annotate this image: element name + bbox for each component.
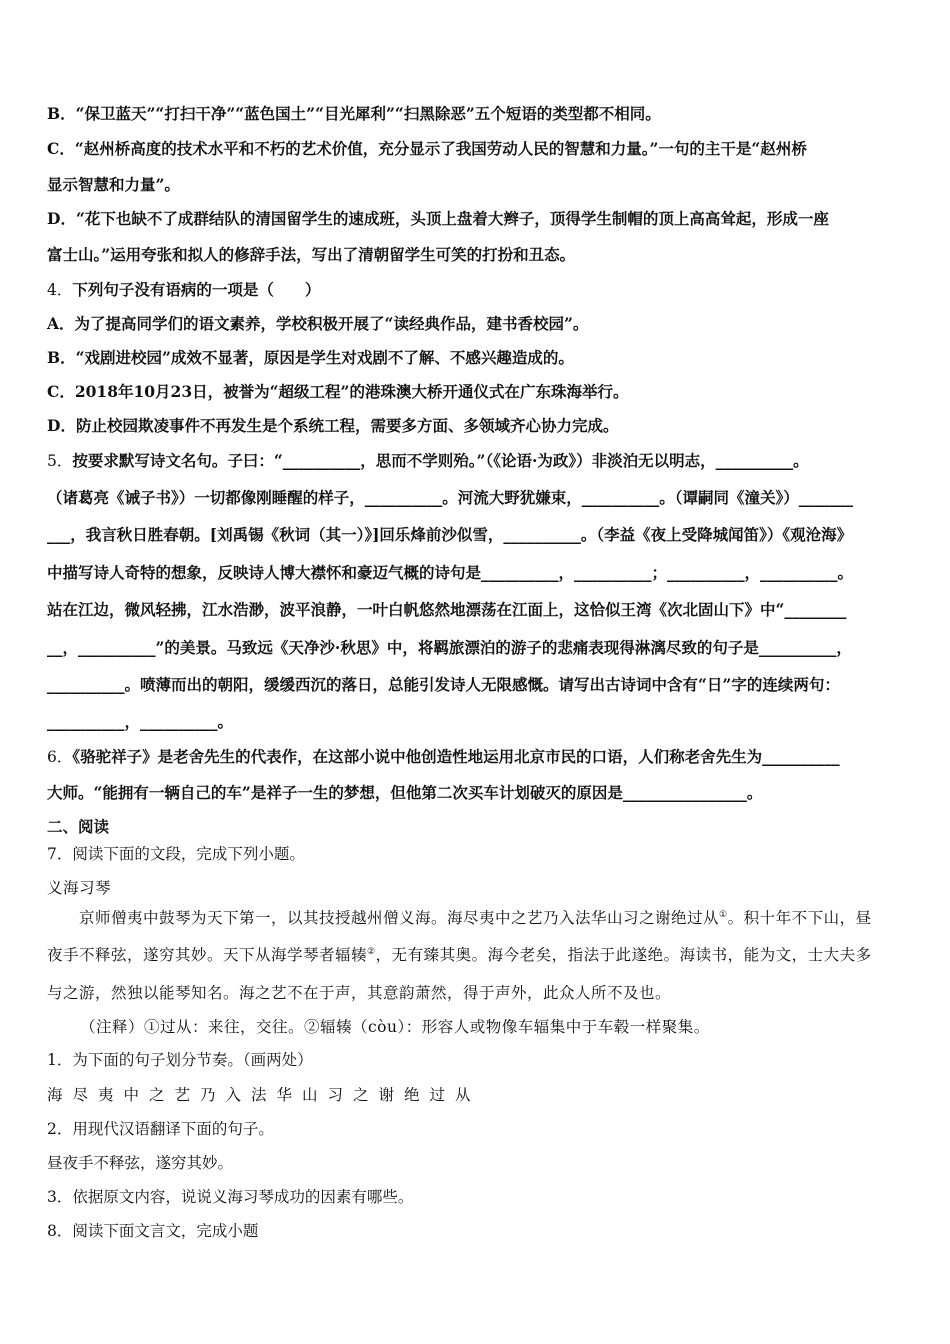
q5-line5: 站在江边，微风轻拂，江水浩渺，波平浪静，一叶白帆悠然地漂荡在江面上，这恰似王湾《次北固山下》中“________	[47, 600, 847, 619]
q5-line1	[47, 449, 809, 471]
q5-line2: （诸葛亮《诫子书》）一切都像刚睡醒的样子，__________。河流大野犹嫌束，__________。（谭嗣同《潼关》）_______	[47, 488, 854, 507]
q7-annotation: （注释）①过从：来往，交往。②辐辏（còu）：形容人或物像车辐集中于车毂一样聚集。	[80, 1018, 710, 1036]
q4-option-a: A．为了提高同学们的语文素养，学校积极开展了“读经典作品，建书香校园”。	[47, 314, 589, 333]
q4-number: 4．	[47, 281, 73, 299]
q4-option-d: D．防止校园欺凌事件不再发生是个系统工程，需要多方面、多领域齐心协力完成。	[47, 416, 619, 435]
q7-sub1-sentence: 海尽夷中之艺乃入法华山习之谢绝过从	[47, 1086, 481, 1104]
q4-stem	[47, 278, 320, 300]
q5-line7: __________。喷薄而出的朝阳，缓缓西沉的落日，总能引发诗人无限感慨。请写出古诗词中含有“日”字的连续两句：	[47, 675, 840, 694]
q7-passage-title: 义海习琴	[47, 879, 112, 897]
q7-sub3-stem: 3．依据原文内容，说说义海习琴成功的因素有哪些。	[47, 1188, 414, 1206]
q5-line8: __________，__________。	[47, 712, 234, 731]
q7-passage-line3: 与之游，然独以能琴知名。海之艺不在于声，其意韵萧然，得于声外，此众人所不及也。	[47, 984, 672, 1002]
q5-line6: __，__________”的美景。马致远《天净沙·秋思》中，将羁旅漂泊的游子的悲痛表现得淋漓尽致的句子是__________，	[47, 638, 852, 657]
q5-line4: 中描写诗人奇特的想象，反映诗人博大襟怀和豪迈气概的诗句是__________，__________；__________，__________。	[47, 563, 854, 582]
q4-stem-text: 下列句子没有语病的一项是（ ）	[72, 280, 321, 299]
q7-passage-line2-a: 夜手不释弦，遂穷其妙。天下从海学琴者辐辏	[47, 946, 368, 964]
q5-line1-text: 按要求默写诗文名句。子曰：“__________，思而不学则殆。”（《论语·为政》）非淡泊无以明志，__________。	[72, 451, 809, 470]
q6-line1	[47, 745, 840, 767]
q7-sub2-stem: 2．用现代汉语翻译下面的句子。	[47, 1120, 274, 1138]
q7-stem: 7．阅读下面的文段，完成下列小题。	[47, 845, 305, 863]
q6-number: 6．	[47, 748, 73, 766]
q7-passage-line1-b: 。积十年不下山，昼	[727, 909, 872, 927]
q7-sub1-stem: 1．为下面的句子划分节奏。（画两处）	[47, 1051, 313, 1069]
q5-number: 5．	[47, 452, 73, 470]
q4-option-b: B．“戏剧进校园”成效不显著，原因是学生对戏剧不了解、不感兴趣造成的。	[47, 348, 574, 367]
section-heading-reading: 二、阅读	[47, 817, 110, 836]
q7-passage-line2-b: ，无有臻其奥。海今老矣，指法于此遂绝。海读书，能为文，士大夫多	[375, 946, 872, 964]
q4-option-c: C．2018年10月23日，被誉为“超级工程”的港珠澳大桥开通仪式在广东珠海举行。	[47, 382, 629, 401]
q7-passage-line2	[47, 943, 872, 965]
q6-line2: 大师。“能拥有一辆自己的车”是祥子一生的梦想，但他第二次买车计划破灭的原因是________________。	[47, 783, 763, 802]
q8-stem: 8．阅读下面文言文，完成小题	[47, 1222, 259, 1240]
q3-option-c-line2: 显示智慧和力量”。	[47, 175, 180, 194]
q5-line3: ___，我言秋日胜春朝。[刘禹锡《秋词（其一）》]回乐烽前沙似雪，__________。（李益《夜上受降城闻笛》）《观沧海》	[47, 525, 853, 544]
q6-line1-text: 《骆驼祥子》是老舍先生的代表作，在这部小说中他创造性地运用北京市民的口语，人们称老舍先生为__________	[72, 747, 840, 766]
q3-option-d-line1: D．“花下也缺不了成群结队的清国留学生的速成班，头顶上盘着大辫子，顶得学生制帽的顶上高高耸起，形成一座	[47, 209, 829, 228]
q3-option-d-line2: 富士山。”运用夸张和拟人的修辞手法，写出了清朝留学生可笑的打扮和丑态。	[47, 245, 576, 264]
q7-passage-line1	[79, 906, 872, 928]
q3-option-c-line1: C．“赵州桥高度的技术水平和不朽的艺术价值，充分显示了我国劳动人民的智慧和力量。”一句的主干是“赵州桥	[47, 139, 807, 158]
q7-passage-line1-a: 京师僧夷中鼓琴为天下第一，以其技授越州僧义海。海尽夷中之艺乃入法华山习之谢绝过从	[79, 909, 720, 927]
footnote-marker-2: ②	[367, 946, 376, 957]
footnote-marker-1: ①	[719, 909, 728, 920]
q3-option-b: B．“保卫蓝天”“打扫干净”“蓝色国土”“目光犀利”“扫黑除恶”五个短语的类型都不相同。	[47, 104, 661, 123]
q7-sub2-sentence: 昼夜手不释弦，遂穷其妙。	[47, 1154, 234, 1172]
